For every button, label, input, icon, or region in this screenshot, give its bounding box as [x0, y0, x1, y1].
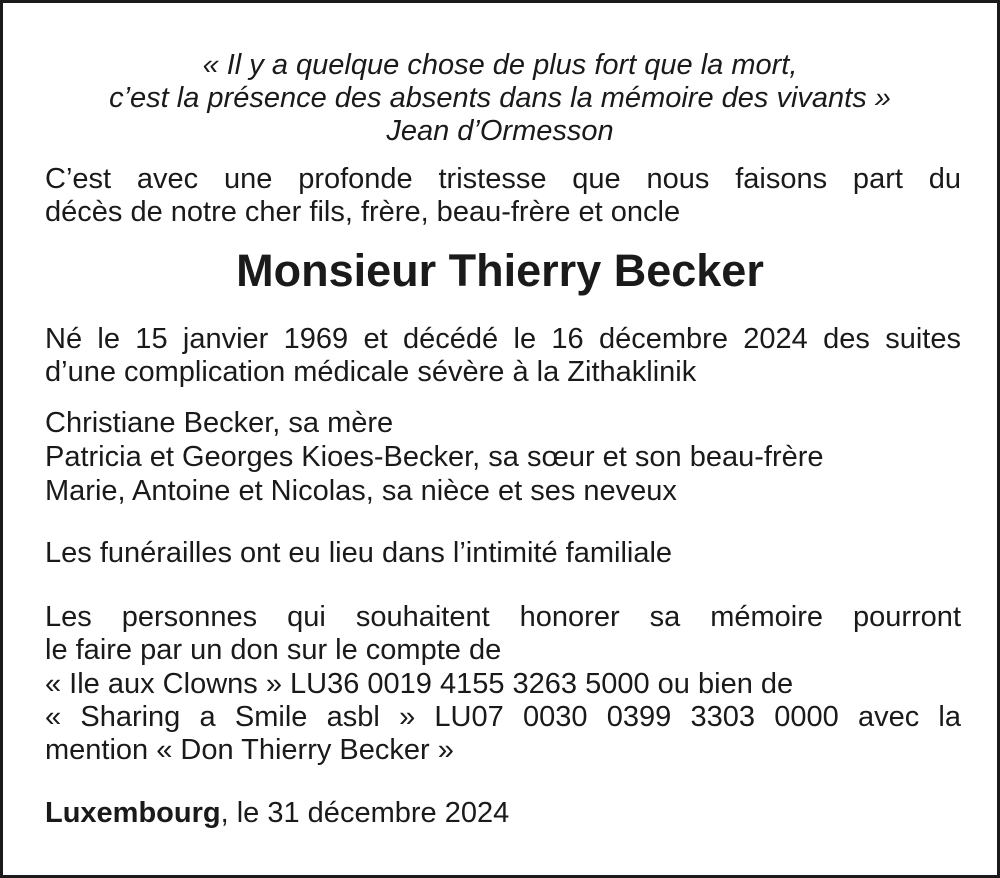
- signoff-date: , le 31 décembre 2024: [220, 797, 510, 829]
- quote-line-1: « Il y a quelque chose de plus fort que la mort,: [202, 49, 798, 81]
- intro-line-1: C’est avec une profonde tristesse que nous faisons part du: [45, 163, 961, 195]
- family-member: Christiane Becker, sa mère: [45, 407, 394, 439]
- signoff-place: Luxembourg: [45, 797, 221, 829]
- donation-line-4: « Sharing a Smile asbl » LU07 0030 0399 3303 0000 avec la: [45, 701, 961, 733]
- family-member: Marie, Antoine et Nicolas, sa nièce et ses neveux: [45, 475, 677, 507]
- dates-line-2: d’une complication médicale sévère à la Zithaklinik: [45, 356, 697, 388]
- signoff: [45, 796, 509, 830]
- intro-line-2: décès de notre cher fils, frère, beau-frère et oncle: [45, 196, 681, 228]
- deceased-name: Monsieur Thierry Becker: [236, 245, 764, 296]
- donation-line-2: le faire par un don sur le compte de: [45, 634, 502, 666]
- donation-line-3: « Ile aux Clowns » LU36 0019 4155 3263 5000 ou bien de: [45, 668, 794, 700]
- family-member: Patricia et Georges Kioes-Becker, sa sœur et son beau-frère: [45, 441, 824, 473]
- quote-line-2: c’est la présence des absents dans la mémoire des vivants »: [109, 82, 891, 114]
- funeral-notice: Les funérailles ont eu lieu dans l’intimité familiale: [45, 537, 673, 569]
- donation-line-5: mention « Don Thierry Becker »: [45, 734, 454, 766]
- dates-line-1: Né le 15 janvier 1969 et décédé le 16 décembre 2024 des suites: [45, 323, 961, 355]
- quote-author: Jean d’Ormesson: [386, 115, 614, 147]
- donation-line-1: Les personnes qui souhaitent honorer sa mémoire pourront: [45, 601, 961, 633]
